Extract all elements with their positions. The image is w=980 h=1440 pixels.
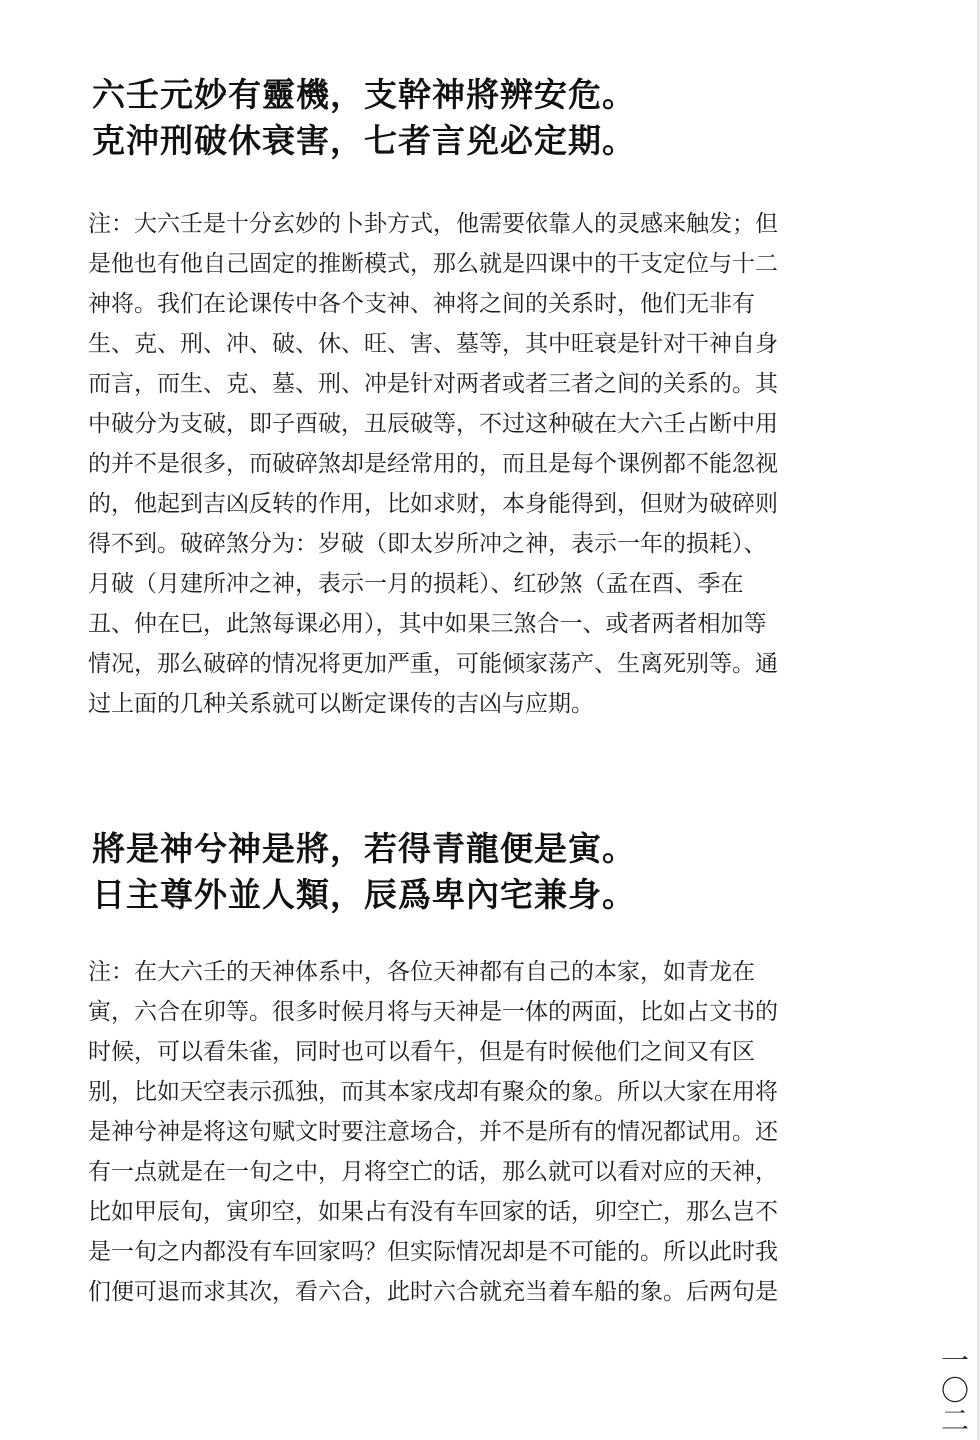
verse-line: 日主尊外並人類，辰爲卑內宅兼身。 bbox=[92, 875, 636, 914]
verse-heading-1 bbox=[92, 72, 912, 164]
page-number-digit: 〇 bbox=[940, 1374, 969, 1407]
annotation-line: 是一旬之内都没有车回家吗？但实际情况却是不可能的。所以此时我 bbox=[88, 1239, 778, 1265]
annotation-line: 过上面的几种关系就可以断定课传的吉凶与应期。 bbox=[88, 691, 594, 717]
annotation-line: 是神兮神是将这句赋文时要注意场合，并不是所有的情况都试用。还 bbox=[88, 1119, 778, 1145]
annotation-line: 注：在大六壬的天神体系中，各位天神都有自己的本家，如青龙在 bbox=[88, 959, 755, 985]
annotation-line: 时候，可以看朱雀，同时也可以看午，但是有时候他们之间又有区 bbox=[88, 1039, 755, 1065]
annotation-line: 注：大六壬是十分玄妙的卜卦方式，他需要依靠人的灵感来触发；但 bbox=[88, 211, 778, 237]
annotation-line: 月破（月建所冲之神，表示一月的损耗）、红砂煞（孟在酉、季在 bbox=[88, 571, 744, 597]
page-number-digit: 二 bbox=[940, 1404, 969, 1437]
annotation-line: 神将。我们在论课传中各个支神、神将之间的关系时，他们无非有 bbox=[88, 291, 755, 317]
annotation-line: 的并不是很多，而破碎煞却是经常用的，而且是每个课例都不能忽视 bbox=[88, 451, 778, 477]
page-number-digit: 一 bbox=[940, 1344, 969, 1377]
annotation-line: 中破分为支破，即子酉破，丑辰破等，不过这种破在大六壬占断中用 bbox=[88, 411, 778, 437]
annotation-line: 丑、仲在巳，此煞每课必用），其中如果三煞合一、或者两者相加等 bbox=[88, 611, 767, 637]
annotation-line: 比如甲辰旬，寅卯空，如果占有没有车回家的话，卯空亡，那么岂不 bbox=[88, 1199, 778, 1225]
annotation-line: 是他也有他自己固定的推断模式，那么就是四课中的干支定位与十二 bbox=[88, 251, 778, 277]
annotation-line: 而言，而生、克、墓、刑、冲是针对两者或者三者之间的关系的。其 bbox=[88, 371, 778, 397]
verse-line: 將是神兮神是將，若得青龍便是寅。 bbox=[92, 829, 636, 868]
verse-heading-2 bbox=[92, 826, 912, 918]
annotation-line: 寅，六合在卯等。很多时候月将与天神是一体的两面，比如占文书的 bbox=[88, 999, 778, 1025]
annotation-line: 的，他起到吉凶反转的作用，比如求财，本身能得到，但财为破碎则 bbox=[88, 491, 778, 517]
verse-line: 克沖刑破休衰害，七者言兇必定期。 bbox=[92, 121, 636, 160]
verse-line: 六壬元妙有靈機，支幹神將辨安危。 bbox=[92, 75, 636, 114]
annotation-line: 得不到。破碎煞分为：岁破（即太岁所冲之神，表示一年的损耗）、 bbox=[88, 531, 767, 557]
annotation-line: 生、克、刑、冲、破、休、旺、害、墓等，其中旺衰是针对干神自身 bbox=[88, 331, 778, 357]
annotation-line: 有一点就是在一旬之中，月将空亡的话，那么就可以看对应的天神， bbox=[88, 1159, 778, 1185]
annotation-paragraph-2 bbox=[88, 952, 888, 1312]
annotation-line: 情况，那么破碎的情况将更加严重，可能倾家荡产、生离死别等。通 bbox=[88, 651, 778, 677]
annotation-line: 们便可退而求其次，看六合，此时六合就充当着车船的象。后两句是 bbox=[88, 1279, 778, 1305]
page-number bbox=[940, 1346, 970, 1436]
annotation-paragraph-1 bbox=[88, 204, 888, 724]
annotation-line: 别，比如天空表示孤独，而其本家戌却有聚众的象。所以大家在用将 bbox=[88, 1079, 778, 1105]
